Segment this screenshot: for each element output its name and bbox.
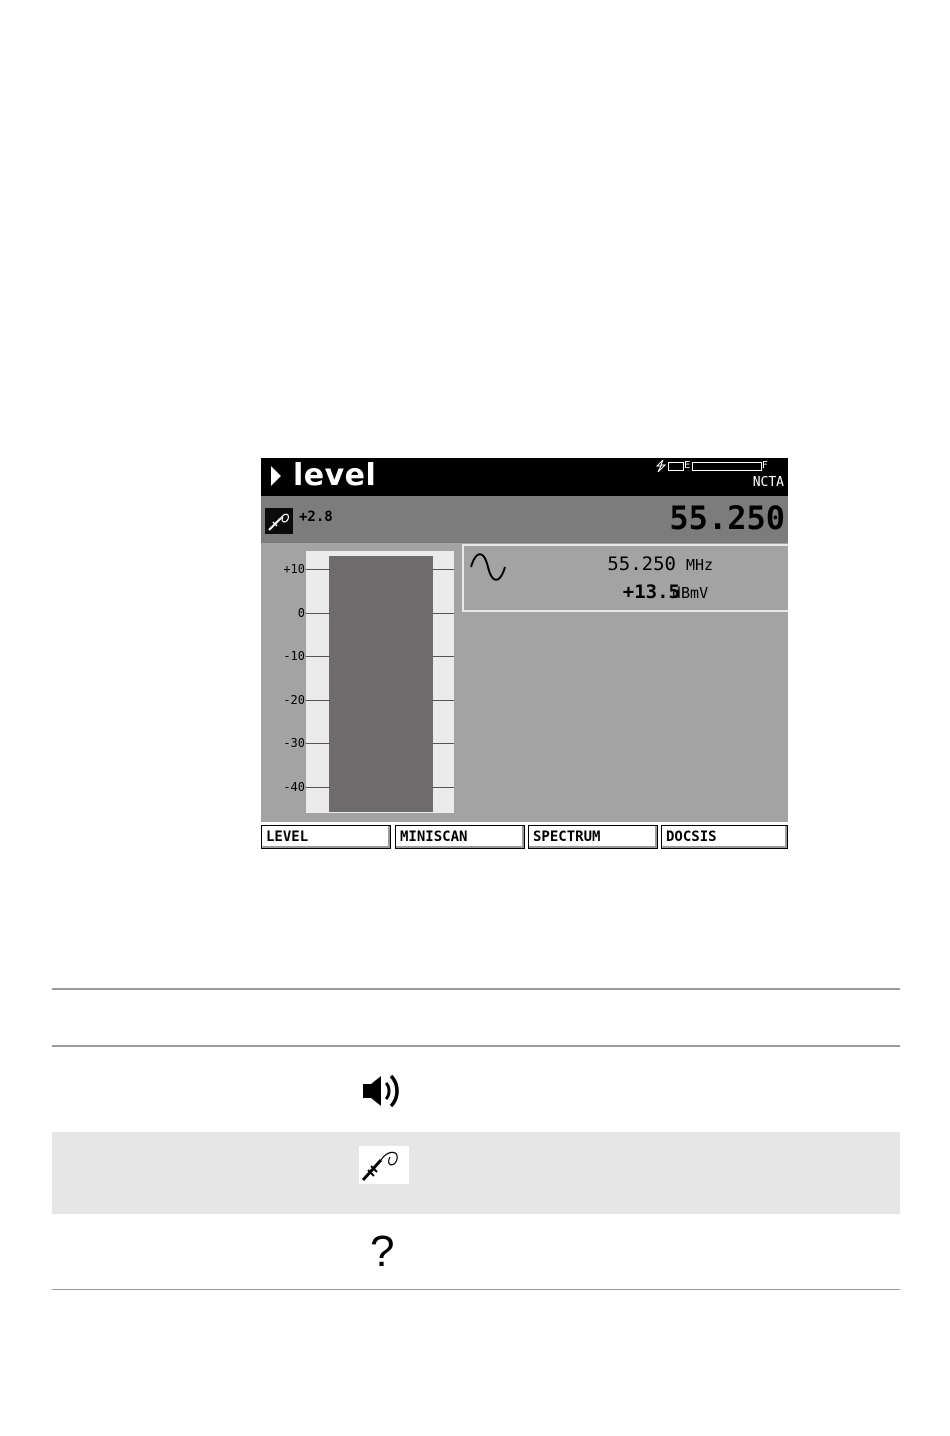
battery-full-label: F [762, 460, 768, 471]
meter-tick [306, 569, 330, 570]
softkey-level[interactable]: LEVEL [261, 825, 391, 849]
table-row [52, 1132, 900, 1214]
status-area [646, 460, 786, 494]
battery-icon [668, 462, 684, 471]
meter-tick [433, 656, 454, 657]
meter-tick [433, 569, 454, 570]
tuned-frequency: 55.250 [669, 499, 785, 537]
instrument-screen [261, 458, 788, 852]
meter-tick-label: -10 [283, 649, 305, 663]
meter-tick [306, 613, 330, 614]
lightning-icon [654, 460, 668, 474]
table-row [52, 1214, 900, 1290]
meter-tick [433, 787, 454, 788]
meter-tick [306, 743, 330, 744]
softkey-miniscan[interactable]: MINISCAN [395, 825, 525, 849]
offset-value: +2.8 [299, 509, 333, 525]
table-top-rule [52, 988, 900, 990]
meter-tick [306, 787, 330, 788]
meter-tick-label: -30 [283, 736, 305, 750]
battery-gauge [692, 462, 762, 471]
question-mark-icon: ? [370, 1227, 395, 1276]
table-row [52, 1047, 900, 1132]
channel-readout[interactable] [462, 544, 788, 612]
measurement-area [261, 543, 788, 822]
meter-tick [306, 656, 330, 657]
probe-icon [265, 508, 293, 534]
meter-tick-label: -20 [283, 693, 305, 707]
softkey-docsis[interactable]: DOCSIS [661, 825, 788, 849]
battery-empty-label: E [684, 460, 691, 471]
readout-level-unit: dBmV [672, 584, 709, 602]
meter-tick [433, 743, 454, 744]
table-bottom-rule [52, 1289, 900, 1290]
readout-level: +13.5 [622, 581, 680, 603]
play-arrow-icon [271, 466, 281, 486]
level-meter-bar [329, 556, 433, 812]
softkey-bar [261, 822, 788, 852]
probe-icon [359, 1146, 409, 1184]
channel-plan-label: NCTA [752, 475, 784, 490]
meter-tick-label: -40 [283, 780, 305, 794]
meter-tick [433, 700, 454, 701]
softkey-spectrum[interactable]: SPECTRUM [528, 825, 658, 849]
meter-tick [433, 613, 454, 614]
meter-tick-label: 0 [297, 606, 305, 620]
readout-frequency-unit: MHz [686, 556, 714, 574]
meter-tick [306, 700, 330, 701]
mode-title: level [293, 458, 377, 493]
title-bar [261, 458, 788, 496]
readout-frequency: 55.250 [607, 553, 676, 575]
meter-tick-label: +10 [283, 562, 305, 576]
info-bar [261, 496, 788, 543]
speaker-icon [359, 1065, 411, 1121]
sine-wave-icon [468, 550, 508, 584]
